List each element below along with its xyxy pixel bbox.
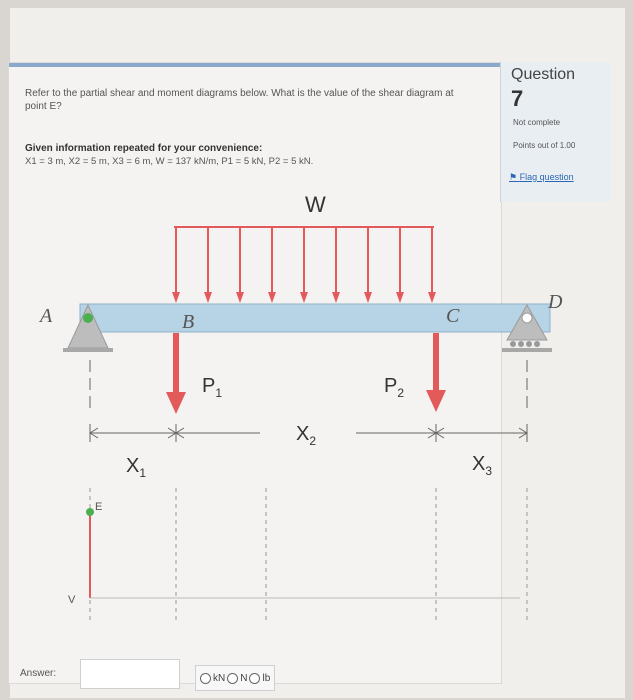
unit-radio-kn[interactable] [200,673,211,684]
load-arrow-head [428,292,436,303]
x1-label: $X_1$ [126,455,147,480]
point-d-label: D [548,291,563,313]
beam [80,304,550,332]
unit-radio-lb[interactable] [249,673,260,684]
load-arrow-head [364,292,372,303]
load-arrow-head [204,292,212,303]
point-b-label: B [182,311,195,333]
point-c-label: C [446,305,460,327]
distributed-load [172,227,436,303]
unit-label-n: N [240,672,248,684]
unit-label-lb: lb [262,672,271,684]
x3-label: $X_3$ [472,453,493,478]
load-arrow-head [300,292,308,303]
load-arrow-head [396,292,404,303]
load-arrow-head [172,292,180,303]
load-arrow-head [268,292,276,303]
unit-radio-n[interactable] [227,673,238,684]
point-e-marker [86,508,94,516]
flag-icon: ⚑ [509,172,518,182]
point-e-label: E [95,501,103,513]
load-arrow-head [332,292,340,303]
unit-label-kn: kN [213,672,226,684]
point-load-p1 [166,333,186,414]
shear-diagram [86,488,527,620]
question-number: 7 [511,86,524,111]
question-prompt: Refer to the partial shear and moment diagrams below. What is the value of the shear diagram at point E? [25,88,454,112]
given-heading: Given information repeated for your convenience: [25,143,263,154]
shear-axis-label: V [68,594,76,606]
load-arrow-head [236,292,244,303]
p2-label: $P_2$ [384,375,405,400]
load-label-w: W [305,192,326,217]
given-values: X1 = 3 m, X2 = 5 m, X3 = 6 m, W = 137 kN/m, P1 = 5 kN, P2 = 5 kN. [25,156,314,167]
point-load-p2 [426,333,446,412]
question-points: Points out of 1.00 [513,141,576,150]
question-title: Question [511,66,576,83]
point-a-label: A [40,305,53,327]
answer-label: Answer: [20,668,57,679]
unit-selector [195,665,275,691]
flag-question-label: Flag question [519,172,574,182]
answer-input[interactable] [80,659,180,689]
p1-label: $P_1$ [202,375,223,400]
x2-label: $X_2$ [296,423,317,448]
question-status: Not complete [513,118,561,127]
